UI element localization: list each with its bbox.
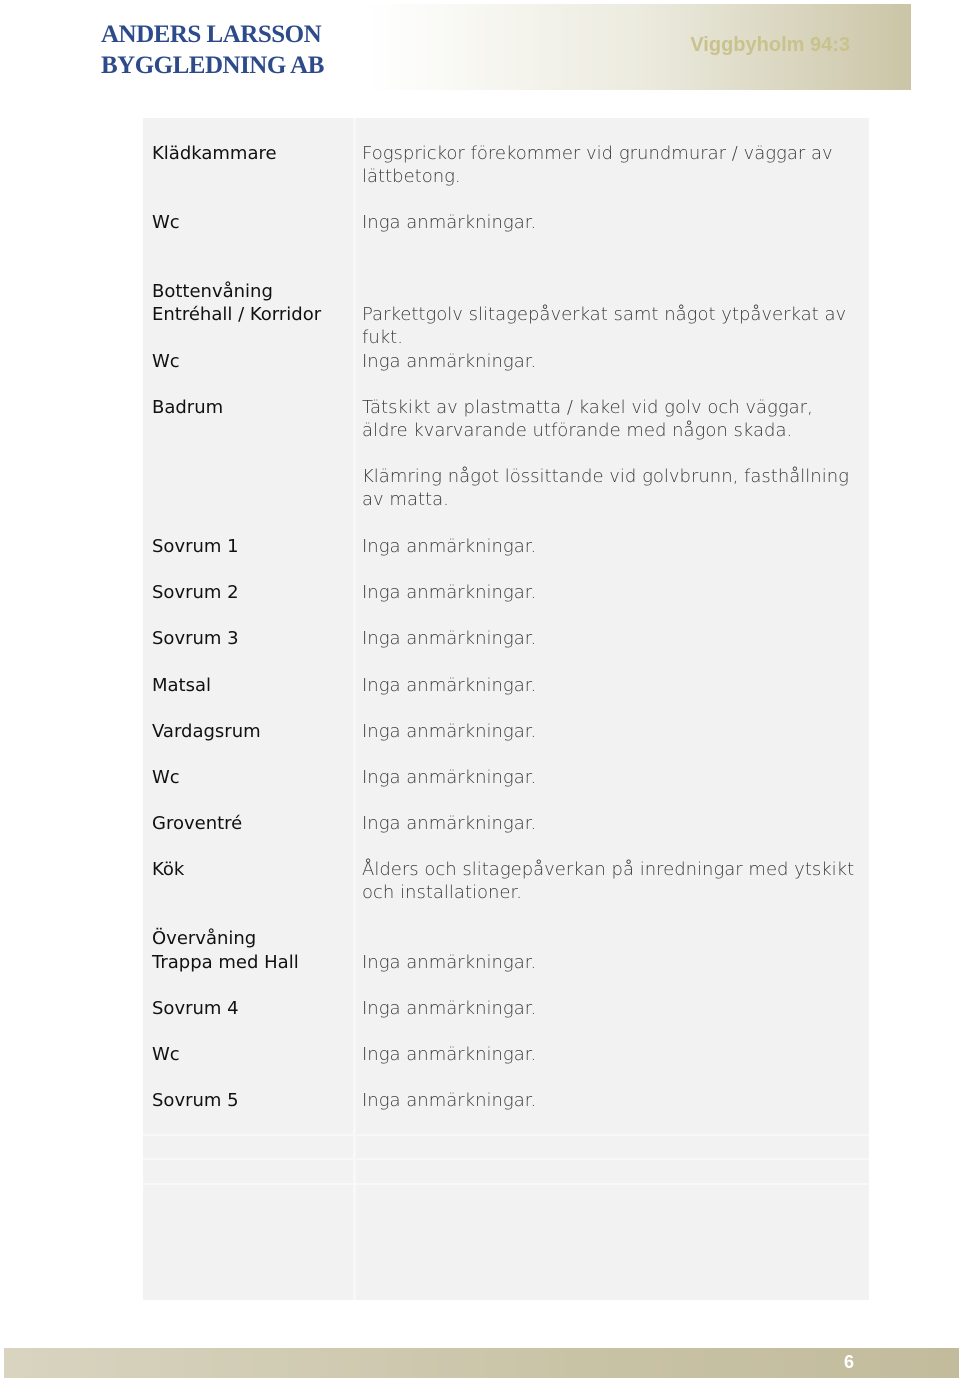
document-title: Viggbyholm 94:3 xyxy=(690,34,850,56)
floor-heading: Övervåning xyxy=(152,928,257,949)
room-name: Trappa med Hall xyxy=(152,952,299,973)
room-name: Sovrum 5 xyxy=(152,1090,239,1111)
table-divider xyxy=(143,1158,869,1160)
room-note: Inga anmärkningar. xyxy=(362,351,537,372)
room-note: Inga anmärkningar. xyxy=(362,813,537,834)
room-name: Vardagsrum xyxy=(152,721,261,742)
room-name: Sovrum 4 xyxy=(152,998,239,1019)
room-note: Inga anmärkningar. xyxy=(362,952,537,973)
room-name: Sovrum 3 xyxy=(152,628,239,649)
room-note: Inga anmärkningar. xyxy=(362,212,537,233)
table-divider xyxy=(143,1183,869,1185)
room-note: Tätskikt av plastmatta / kakel vid golv och väggar, äldre kvarvarande utförande med någon skada. xyxy=(362,397,813,441)
footer-band xyxy=(4,1348,959,1378)
room-note: Fogsprickor förekommer vid grundmurar / väggar av lättbetong. xyxy=(362,143,833,187)
room-note: Inga anmärkningar. xyxy=(362,1044,537,1065)
column-divider xyxy=(353,118,356,1300)
room-name: Sovrum 1 xyxy=(152,536,239,557)
floor-heading: Bottenvåning xyxy=(152,281,273,302)
logo-line-1: ANDERS LARSSON xyxy=(101,21,322,48)
table-divider xyxy=(143,1134,869,1136)
company-logo xyxy=(101,19,324,81)
room-note: Ålders och slitagepåverkan på inredningar med ytskikt och installationer. xyxy=(362,859,855,903)
room-name: Badrum xyxy=(152,397,224,418)
room-name: Kök xyxy=(152,859,185,880)
room-name: Wc xyxy=(152,351,180,372)
room-note: Inga anmärkningar. xyxy=(362,582,537,603)
room-name: Sovrum 2 xyxy=(152,582,239,603)
room-note: Inga anmärkningar. xyxy=(362,536,537,557)
room-name: Wc xyxy=(152,212,180,233)
room-note: Inga anmärkningar. xyxy=(362,721,537,742)
room-note: Inga anmärkningar. xyxy=(362,628,537,649)
room-note: Klämring något lössittande vid golvbrunn, fasthållning av matta. xyxy=(362,466,849,510)
room-name: Matsal xyxy=(152,675,212,696)
room-name: Wc xyxy=(152,1044,180,1065)
room-note: Inga anmärkningar. xyxy=(362,998,537,1019)
room-name: Groventré xyxy=(152,813,243,834)
room-name: Klädkammare xyxy=(152,143,277,164)
room-note: Inga anmärkningar. xyxy=(362,767,537,788)
room-name: Entréhall / Korridor xyxy=(152,304,322,325)
room-note: Inga anmärkningar. xyxy=(362,1090,537,1111)
logo-line-2: BYGGLEDNING AB xyxy=(101,52,324,79)
room-name: Wc xyxy=(152,767,180,788)
room-note: Inga anmärkningar. xyxy=(362,675,537,696)
page-number: 6 xyxy=(843,1352,854,1372)
room-note: Parkettgolv slitagepåverkat samt något ytpåverkat av fukt. xyxy=(362,304,847,348)
